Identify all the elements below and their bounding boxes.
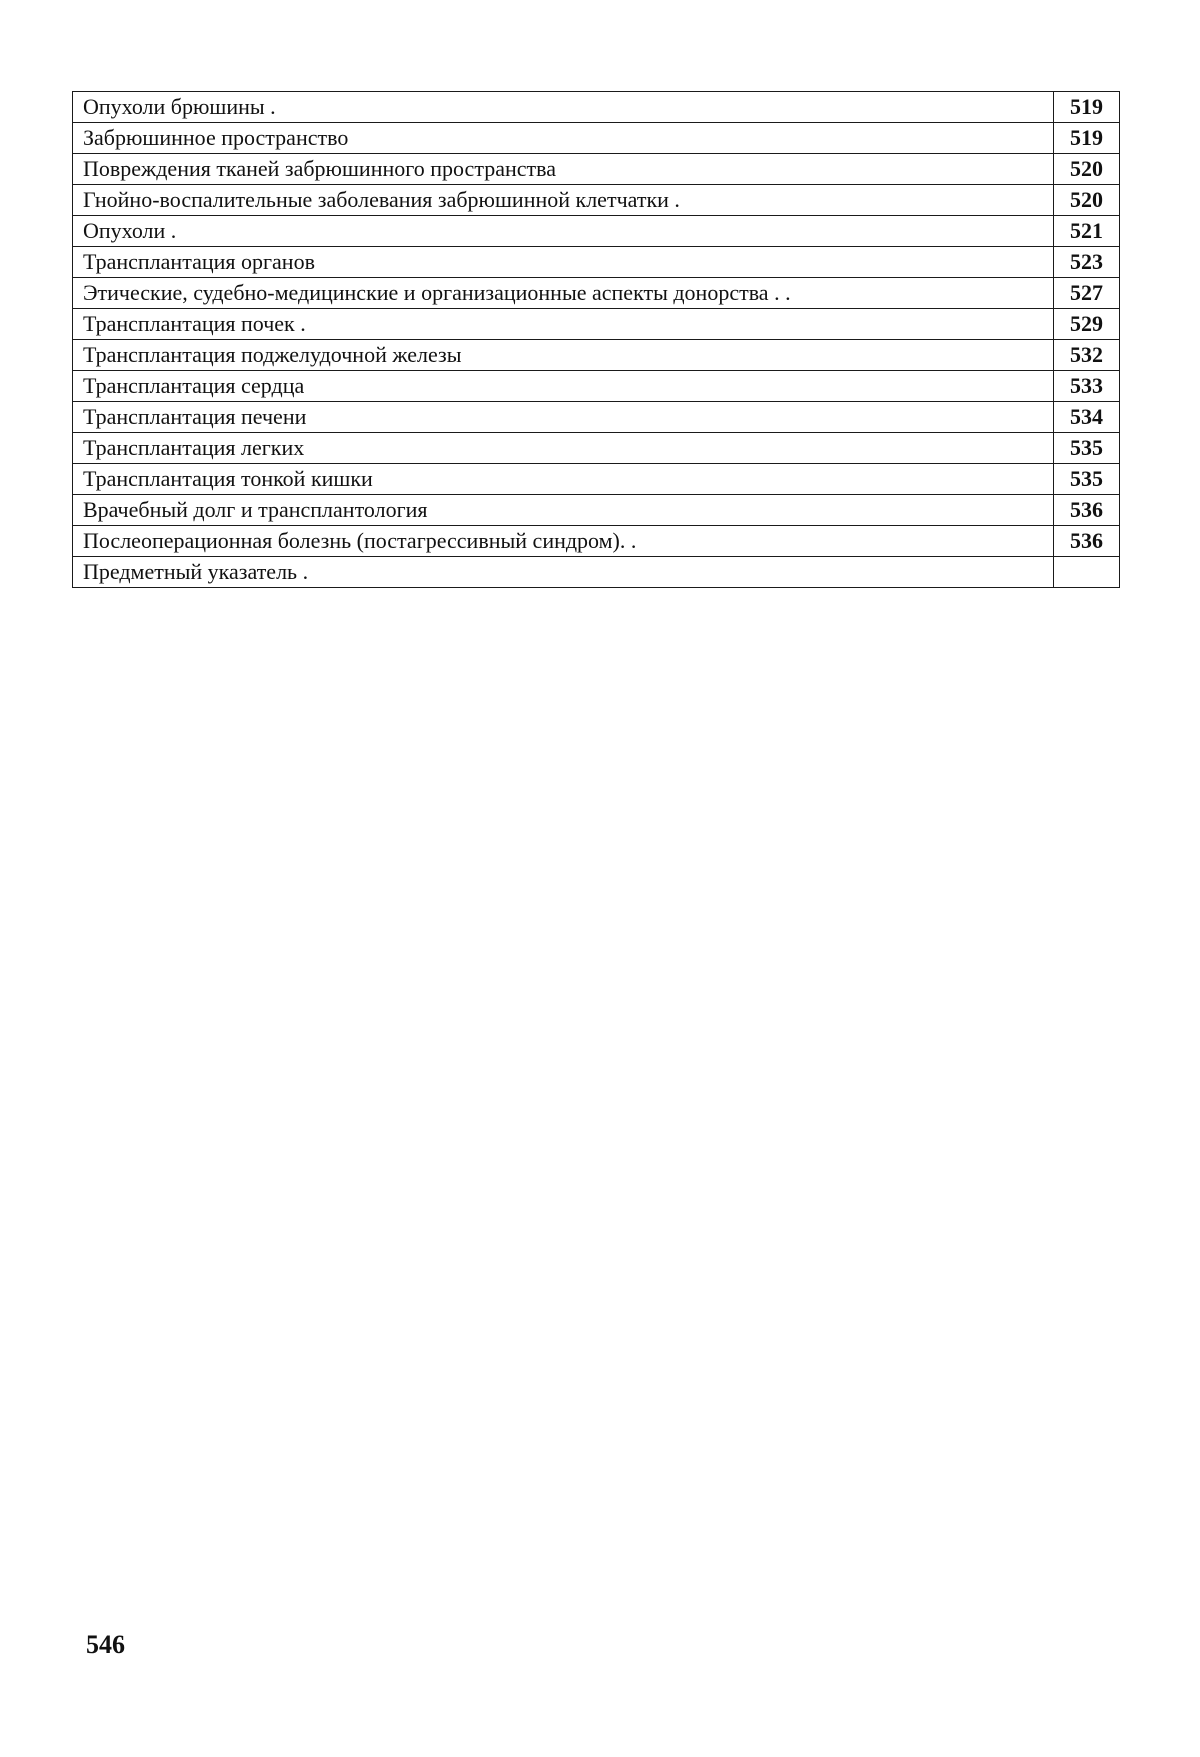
toc-entry-title: Трансплантация органов bbox=[73, 247, 1054, 278]
toc-entry-page: 520 bbox=[1054, 154, 1120, 185]
toc-entry-title: Трансплантация сердца bbox=[73, 371, 1054, 402]
toc-entry-page: 519 bbox=[1054, 123, 1120, 154]
toc-entry-title: Врачебный долг и трансплантология bbox=[73, 495, 1054, 526]
toc-entry-title: Опухоли . bbox=[73, 216, 1054, 247]
toc-entry-page: 527 bbox=[1054, 278, 1120, 309]
toc-entry-title: Трансплантация печени bbox=[73, 402, 1054, 433]
toc-entry-title: Этические, судебно-медицинские и организационные аспекты донорства . . bbox=[73, 278, 1054, 309]
toc-row bbox=[73, 557, 1120, 588]
toc-row bbox=[73, 247, 1120, 278]
toc-entry-page: 529 bbox=[1054, 309, 1120, 340]
toc-row bbox=[73, 123, 1120, 154]
toc-entry-page: 536 bbox=[1054, 526, 1120, 557]
toc-row bbox=[73, 216, 1120, 247]
toc-row bbox=[73, 309, 1120, 340]
toc-entry-title: Трансплантация поджелудочной железы bbox=[73, 340, 1054, 371]
toc-entry-page: 519 bbox=[1054, 92, 1120, 123]
toc-entry-title: Предметный указатель . bbox=[73, 557, 1054, 588]
toc-entry-title: Трансплантация почек . bbox=[73, 309, 1054, 340]
toc-entry-page: 535 bbox=[1054, 433, 1120, 464]
toc-entry-title: Трансплантация легких bbox=[73, 433, 1054, 464]
toc-entry-title: Опухоли брюшины . bbox=[73, 92, 1054, 123]
toc-entry-page: 533 bbox=[1054, 371, 1120, 402]
toc-row bbox=[73, 185, 1120, 216]
toc-entry-page: 523 bbox=[1054, 247, 1120, 278]
toc-entry-page: 520 bbox=[1054, 185, 1120, 216]
toc-entry-title: Послеоперационная болезнь (постагрессивный синдром). . bbox=[73, 526, 1054, 557]
toc-row bbox=[73, 278, 1120, 309]
toc-row bbox=[73, 433, 1120, 464]
toc-body bbox=[73, 92, 1120, 588]
toc-row bbox=[73, 340, 1120, 371]
toc-entry-page bbox=[1054, 557, 1120, 588]
toc-entry-title: Повреждения тканей забрюшинного пространства bbox=[73, 154, 1054, 185]
toc-row bbox=[73, 526, 1120, 557]
toc-row bbox=[73, 402, 1120, 433]
table-of-contents bbox=[72, 91, 1120, 588]
toc-entry-page: 534 bbox=[1054, 402, 1120, 433]
toc-entry-title: Гнойно-воспалительные заболевания забрюшинной клетчатки . bbox=[73, 185, 1054, 216]
toc-entry-page: 532 bbox=[1054, 340, 1120, 371]
toc-entry-title: Забрюшинное пространство bbox=[73, 123, 1054, 154]
toc-row bbox=[73, 495, 1120, 526]
toc-row bbox=[73, 371, 1120, 402]
toc-entry-page: 536 bbox=[1054, 495, 1120, 526]
toc-row bbox=[73, 154, 1120, 185]
toc-entry-title: Трансплантация тонкой кишки bbox=[73, 464, 1054, 495]
toc-row bbox=[73, 464, 1120, 495]
toc-entry-page: 535 bbox=[1054, 464, 1120, 495]
page-number: 546 bbox=[86, 1630, 125, 1659]
toc-entry-page: 521 bbox=[1054, 216, 1120, 247]
toc-row bbox=[73, 92, 1120, 123]
